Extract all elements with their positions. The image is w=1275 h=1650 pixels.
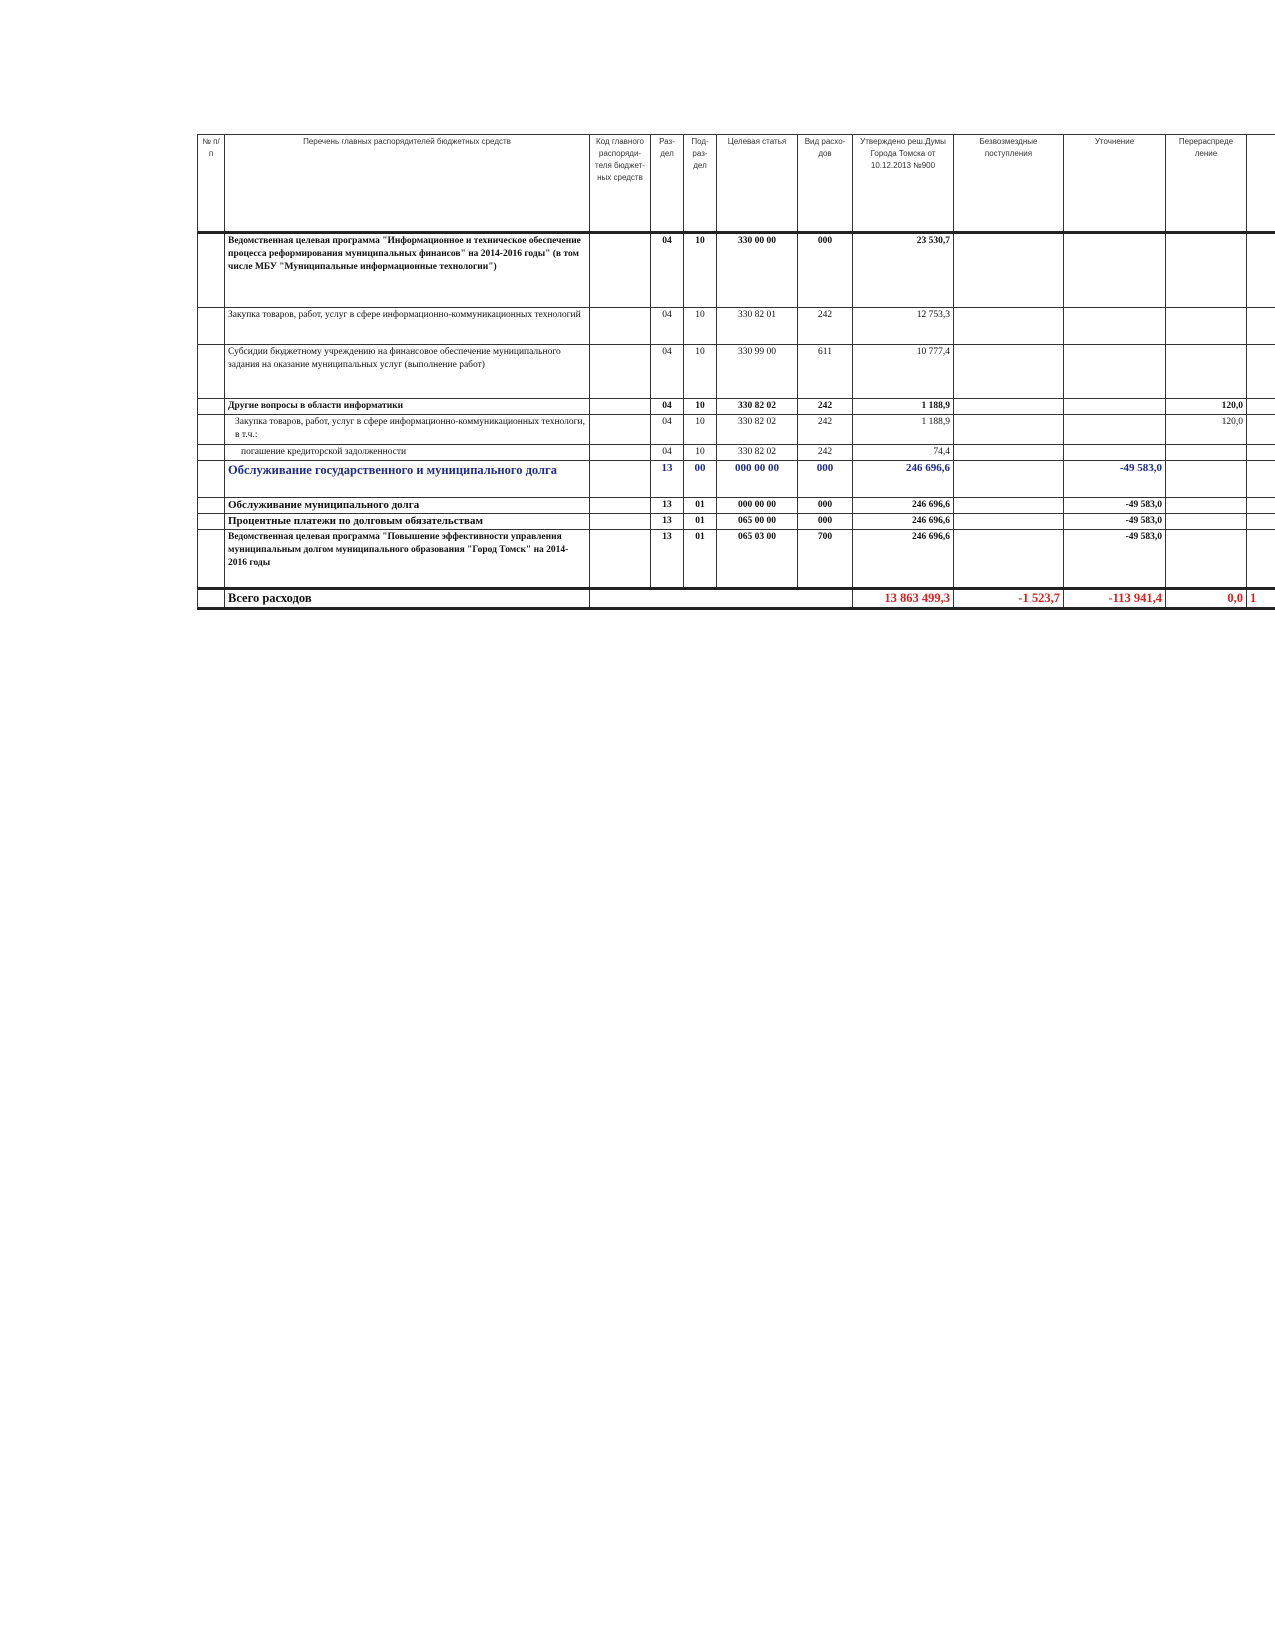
row-gratuitous (954, 514, 1064, 530)
row-cut (1247, 415, 1275, 445)
row-redistribution (1166, 233, 1247, 308)
row-target: 330 82 02 (717, 415, 798, 445)
row-num-cell (198, 399, 225, 415)
row-target: 065 03 00 (717, 530, 798, 589)
row-podrazdel: 01 (684, 530, 717, 589)
header-gratuitous: Безвозмездные поступления (954, 135, 1064, 233)
total-label: Всего расходов (225, 589, 590, 609)
row-podrazdel: 10 (684, 445, 717, 461)
row-cut (1247, 345, 1275, 399)
row-podrazdel: 10 (684, 233, 717, 308)
table-row (198, 498, 1275, 514)
budget-sheet (197, 134, 1275, 610)
row-target: 330 82 02 (717, 399, 798, 415)
row-gratuitous (954, 233, 1064, 308)
row-razdel: 13 (651, 498, 684, 514)
row-name: Субсидии бюджетному учреждению на финансовое обеспечение муниципального задания на оказание муниципальных услуг (выполнение работ) (225, 345, 590, 399)
table-row (198, 415, 1275, 445)
row-podrazdel: 01 (684, 514, 717, 530)
row-code (590, 308, 651, 345)
row-name: Ведомственная целевая программа "Информационное и техническое обеспечение процесса реформирования муниципальных финансов" на 2014-2016 годы" (в том числе МБУ "Муниципальные информационные технологии") (225, 233, 590, 308)
total-approved: 13 863 499,3 (853, 589, 954, 609)
row-redistribution (1166, 445, 1247, 461)
row-approved: 23 530,7 (853, 233, 954, 308)
row-target: 330 82 02 (717, 445, 798, 461)
row-cut (1247, 530, 1275, 589)
row-name: Процентные платежи по долговым обязательствам (225, 514, 590, 530)
row-num-cell (198, 233, 225, 308)
row-num-cell (198, 498, 225, 514)
row-clarification (1064, 399, 1166, 415)
row-redistribution (1166, 498, 1247, 514)
row-name: Закупка товаров, работ, услуг в сфере информационно-коммуникационных технологи, в т.ч.: (225, 415, 590, 445)
row-code (590, 415, 651, 445)
row-cut (1247, 399, 1275, 415)
row-num-cell (198, 415, 225, 445)
table-row (198, 399, 1275, 415)
header-target: Целевая статья (717, 135, 798, 233)
table-header-row (198, 135, 1275, 233)
row-clarification (1064, 308, 1166, 345)
header-cut (1247, 135, 1275, 233)
header-podrazdel: Под-раз-дел (684, 135, 717, 233)
row-code (590, 514, 651, 530)
row-podrazdel: 10 (684, 415, 717, 445)
row-target: 330 99 00 (717, 345, 798, 399)
header-redistribution: Перераспреде ление (1166, 135, 1247, 233)
row-approved: 10 777,4 (853, 345, 954, 399)
row-target: 000 00 00 (717, 461, 798, 498)
row-approved: 246 696,6 (853, 530, 954, 589)
header-clarification: Уточнение (1064, 135, 1166, 233)
row-cut (1247, 308, 1275, 345)
row-num-cell (198, 308, 225, 345)
row-approved: 246 696,6 (853, 514, 954, 530)
row-name: Другие вопросы в области информатики (225, 399, 590, 415)
row-gratuitous (954, 530, 1064, 589)
row-code (590, 530, 651, 589)
row-approved: 12 753,3 (853, 308, 954, 345)
row-redistribution (1166, 530, 1247, 589)
table-row (198, 445, 1275, 461)
row-gratuitous (954, 345, 1064, 399)
row-num-cell (198, 530, 225, 589)
row-podrazdel: 01 (684, 498, 717, 514)
row-razdel: 13 (651, 514, 684, 530)
header-code: Код главного распоряди-теля бюджет-ных средств (590, 135, 651, 233)
row-cut (1247, 514, 1275, 530)
row-target: 330 82 01 (717, 308, 798, 345)
table-row (198, 461, 1275, 498)
row-gratuitous (954, 461, 1064, 498)
budget-table (197, 134, 1275, 610)
row-razdel: 13 (651, 461, 684, 498)
row-kind: 000 (798, 233, 853, 308)
row-name: Обслуживание государственного и муниципального долга (225, 461, 590, 498)
total-num-cell (198, 589, 225, 609)
row-kind: 000 (798, 498, 853, 514)
row-razdel: 13 (651, 530, 684, 589)
row-cut (1247, 233, 1275, 308)
row-razdel: 04 (651, 308, 684, 345)
row-razdel: 04 (651, 399, 684, 415)
row-approved: 74,4 (853, 445, 954, 461)
total-clarification: -113 941,4 (1064, 589, 1166, 609)
row-kind: 242 (798, 415, 853, 445)
row-gratuitous (954, 498, 1064, 514)
row-code (590, 233, 651, 308)
row-gratuitous (954, 399, 1064, 415)
header-approved: Утверждено реш.Думы Города Томска от 10.12.2013 №900 (853, 135, 954, 233)
row-target: 000 00 00 (717, 498, 798, 514)
table-row (198, 530, 1275, 589)
row-name: погашение кредиторской задолженности (225, 445, 590, 461)
table-row (198, 233, 1275, 308)
row-code (590, 498, 651, 514)
row-kind: 700 (798, 530, 853, 589)
row-podrazdel: 10 (684, 399, 717, 415)
row-name: Ведомственная целевая программа "Повышение эффективности управления муниципальным долгом муниципального образования "Город Томск" на 2014-2016 годы (225, 530, 590, 589)
row-clarification (1064, 345, 1166, 399)
table-row (198, 345, 1275, 399)
row-code (590, 445, 651, 461)
row-redistribution (1166, 308, 1247, 345)
row-num-cell (198, 461, 225, 498)
row-kind: 242 (798, 445, 853, 461)
row-razdel: 04 (651, 233, 684, 308)
row-clarification: -49 583,0 (1064, 514, 1166, 530)
row-num-cell (198, 514, 225, 530)
row-podrazdel: 00 (684, 461, 717, 498)
row-gratuitous (954, 308, 1064, 345)
row-podrazdel: 10 (684, 345, 717, 399)
row-approved: 246 696,6 (853, 461, 954, 498)
row-name: Обслуживание муниципального долга (225, 498, 590, 514)
header-razdel: Раз-дел (651, 135, 684, 233)
table-row (198, 514, 1275, 530)
row-redistribution: 120,0 (1166, 415, 1247, 445)
row-kind: 611 (798, 345, 853, 399)
total-next-cut: 1 (1247, 589, 1275, 609)
row-cut (1247, 498, 1275, 514)
row-kind: 242 (798, 399, 853, 415)
total-redistribution: 0,0 (1166, 589, 1247, 609)
row-kind: 242 (798, 308, 853, 345)
row-num-cell (198, 345, 225, 399)
row-redistribution (1166, 345, 1247, 399)
total-blank (590, 589, 853, 609)
row-code (590, 345, 651, 399)
row-clarification: -49 583,0 (1064, 498, 1166, 514)
total-row (198, 589, 1275, 609)
row-clarification (1064, 445, 1166, 461)
row-clarification (1064, 233, 1166, 308)
row-redistribution (1166, 461, 1247, 498)
row-kind: 000 (798, 514, 853, 530)
row-redistribution (1166, 514, 1247, 530)
row-num-cell (198, 445, 225, 461)
row-kind: 000 (798, 461, 853, 498)
row-clarification (1064, 415, 1166, 445)
row-gratuitous (954, 415, 1064, 445)
row-clarification: -49 583,0 (1064, 461, 1166, 498)
row-razdel: 04 (651, 445, 684, 461)
row-clarification: -49 583,0 (1064, 530, 1166, 589)
header-num: № п/п (198, 135, 225, 233)
row-name: Закупка товаров, работ, услуг в сфере информационно-коммуникационных технологий (225, 308, 590, 345)
table-row (198, 308, 1275, 345)
row-podrazdel: 10 (684, 308, 717, 345)
row-cut (1247, 445, 1275, 461)
row-target: 330 00 00 (717, 233, 798, 308)
row-razdel: 04 (651, 345, 684, 399)
row-code (590, 399, 651, 415)
header-kind: Вид расхо-дов (798, 135, 853, 233)
row-gratuitous (954, 445, 1064, 461)
row-approved: 246 696,6 (853, 498, 954, 514)
row-approved: 1 188,9 (853, 399, 954, 415)
row-razdel: 04 (651, 415, 684, 445)
header-name: Перечень главных распорядителей бюджетных средств (225, 135, 590, 233)
row-target: 065 00 00 (717, 514, 798, 530)
total-gratuitous: -1 523,7 (954, 589, 1064, 609)
row-code (590, 461, 651, 498)
row-cut (1247, 461, 1275, 498)
row-redistribution: 120,0 (1166, 399, 1247, 415)
row-approved: 1 188,9 (853, 415, 954, 445)
